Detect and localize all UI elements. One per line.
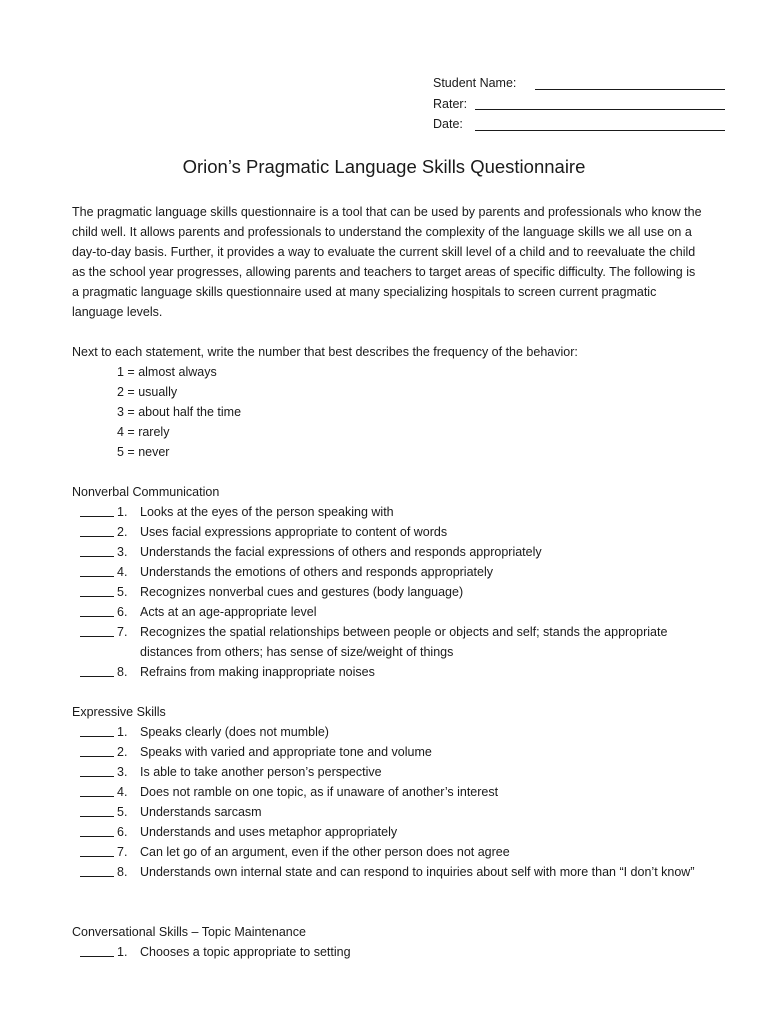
question-item xyxy=(72,942,712,962)
question-text: Recognizes the spatial relationships between people or objects and self; stands the appropriate distances from others; has sense of size/weight of things xyxy=(140,625,668,659)
question-number: 3. xyxy=(117,765,128,779)
question-item xyxy=(72,862,712,882)
question-number: 6. xyxy=(117,605,128,619)
rating-scale xyxy=(72,362,712,462)
question-text: Understands own internal state and can respond to inquiries about self with more than “I don’t know” xyxy=(140,865,695,879)
question-item xyxy=(72,802,712,822)
question-item xyxy=(72,722,712,742)
question-item xyxy=(72,622,712,662)
rater-field[interactable] xyxy=(433,95,733,116)
question-number: 2. xyxy=(117,745,128,759)
question-number: 8. xyxy=(117,665,128,679)
answer-blank[interactable] xyxy=(80,516,114,517)
question-text: Understands and uses metaphor appropriately xyxy=(140,825,398,839)
question-list xyxy=(72,722,712,882)
question-item xyxy=(72,662,712,682)
question-item xyxy=(72,502,712,522)
question-text: Refrains from making inappropriate noises xyxy=(140,665,375,679)
question-number: 1. xyxy=(117,945,128,959)
scale-item: 5 = never xyxy=(117,445,170,459)
question-item xyxy=(72,762,712,782)
question-list xyxy=(72,502,712,682)
date-blank-line[interactable] xyxy=(475,130,725,131)
question-text: Speaks with varied and appropriate tone and volume xyxy=(140,745,432,759)
date-label: Date: xyxy=(433,117,463,131)
question-number: 2. xyxy=(117,525,128,539)
question-text: Understands the emotions of others and responds appropriately xyxy=(140,565,493,579)
section-title: Nonverbal Communication xyxy=(72,485,220,499)
answer-blank[interactable] xyxy=(80,556,114,557)
question-number: 7. xyxy=(117,625,128,639)
question-number: 4. xyxy=(117,565,128,579)
question-item xyxy=(72,582,712,602)
student-name-label: Student Name: xyxy=(433,76,517,90)
scale-item: 4 = rarely xyxy=(117,425,170,439)
question-item xyxy=(72,542,712,562)
question-text: Is able to take another person’s perspective xyxy=(140,765,382,779)
question-number: 1. xyxy=(117,505,128,519)
question-list xyxy=(72,942,712,962)
question-number: 5. xyxy=(117,585,128,599)
intro-text: The pragmatic language skills questionnaire is a tool that can be used by parents and professionals who know the child well. It allows parents and professionals to understand the complexity of the language skills we all use on a day-to-day basis. Further, it provides a way to evaluate the current skill level of a child and to reevaluate the child as the school year progresses, allowing parents and teachers to target areas of specific difficulty. The following is a pragmatic language skills questionnaire used at many specializing hospitals to screen current pragmatic language levels. xyxy=(72,205,702,319)
question-text: Recognizes nonverbal cues and gestures (body language) xyxy=(140,585,464,599)
scale-item: 1 = almost always xyxy=(117,365,217,379)
question-item xyxy=(72,822,712,842)
instructions xyxy=(72,342,712,462)
question-number: 3. xyxy=(117,545,128,559)
answer-blank[interactable] xyxy=(80,776,114,777)
student-name-blank-line[interactable] xyxy=(535,89,725,90)
rater-blank-line[interactable] xyxy=(475,109,725,110)
section-title: Expressive Skills xyxy=(72,705,166,719)
question-text: Looks at the eyes of the person speaking with xyxy=(140,505,394,519)
question-item xyxy=(72,842,712,862)
answer-blank[interactable] xyxy=(80,616,114,617)
section-nonverbal-communication xyxy=(72,482,712,682)
answer-blank[interactable] xyxy=(80,816,114,817)
question-text: Can let go of an argument, even if the other person does not agree xyxy=(140,845,510,859)
answer-blank[interactable] xyxy=(80,836,114,837)
answer-blank[interactable] xyxy=(80,596,114,597)
question-text: Uses facial expressions appropriate to content of words xyxy=(140,525,448,539)
student-info-fields xyxy=(433,74,733,136)
question-item xyxy=(72,522,712,542)
question-text: Acts at an age-appropriate level xyxy=(140,605,317,619)
question-text: Does not ramble on one topic, as if unaware of another’s interest xyxy=(140,785,499,799)
question-item xyxy=(72,742,712,762)
answer-blank[interactable] xyxy=(80,796,114,797)
question-number: 5. xyxy=(117,805,128,819)
answer-blank[interactable] xyxy=(80,756,114,757)
answer-blank[interactable] xyxy=(80,636,114,637)
intro-paragraph xyxy=(72,202,702,322)
question-text: Speaks clearly (does not mumble) xyxy=(140,725,329,739)
question-item xyxy=(72,782,712,802)
page-title: Orion’s Pragmatic Language Skills Questionnaire xyxy=(182,156,586,177)
scale-item: 2 = usually xyxy=(117,385,178,399)
section-conversational-skills xyxy=(72,922,712,962)
question-number: 8. xyxy=(117,865,128,879)
date-field[interactable] xyxy=(433,115,733,136)
question-item xyxy=(72,562,712,582)
student-name-field[interactable] xyxy=(433,74,733,95)
question-text: Understands sarcasm xyxy=(140,805,262,819)
answer-blank[interactable] xyxy=(80,676,114,677)
answer-blank[interactable] xyxy=(80,736,114,737)
question-number: 1. xyxy=(117,725,128,739)
section-expressive-skills xyxy=(72,702,712,882)
question-text: Chooses a topic appropriate to setting xyxy=(140,945,351,959)
question-number: 6. xyxy=(117,825,128,839)
answer-blank[interactable] xyxy=(80,876,114,877)
question-text: Understands the facial expressions of others and responds appropriately xyxy=(140,545,542,559)
answer-blank[interactable] xyxy=(80,856,114,857)
answer-blank[interactable] xyxy=(80,536,114,537)
section-title: Conversational Skills – Topic Maintenance xyxy=(72,925,306,939)
scale-item: 3 = about half the time xyxy=(117,405,242,419)
question-number: 7. xyxy=(117,845,128,859)
question-item xyxy=(72,602,712,622)
question-number: 4. xyxy=(117,785,128,799)
instructions-lead: Next to each statement, write the number that best describes the frequency of the behavior: xyxy=(72,345,578,359)
rater-label: Rater: xyxy=(433,96,468,111)
answer-blank[interactable] xyxy=(80,576,114,577)
answer-blank[interactable] xyxy=(80,956,114,957)
